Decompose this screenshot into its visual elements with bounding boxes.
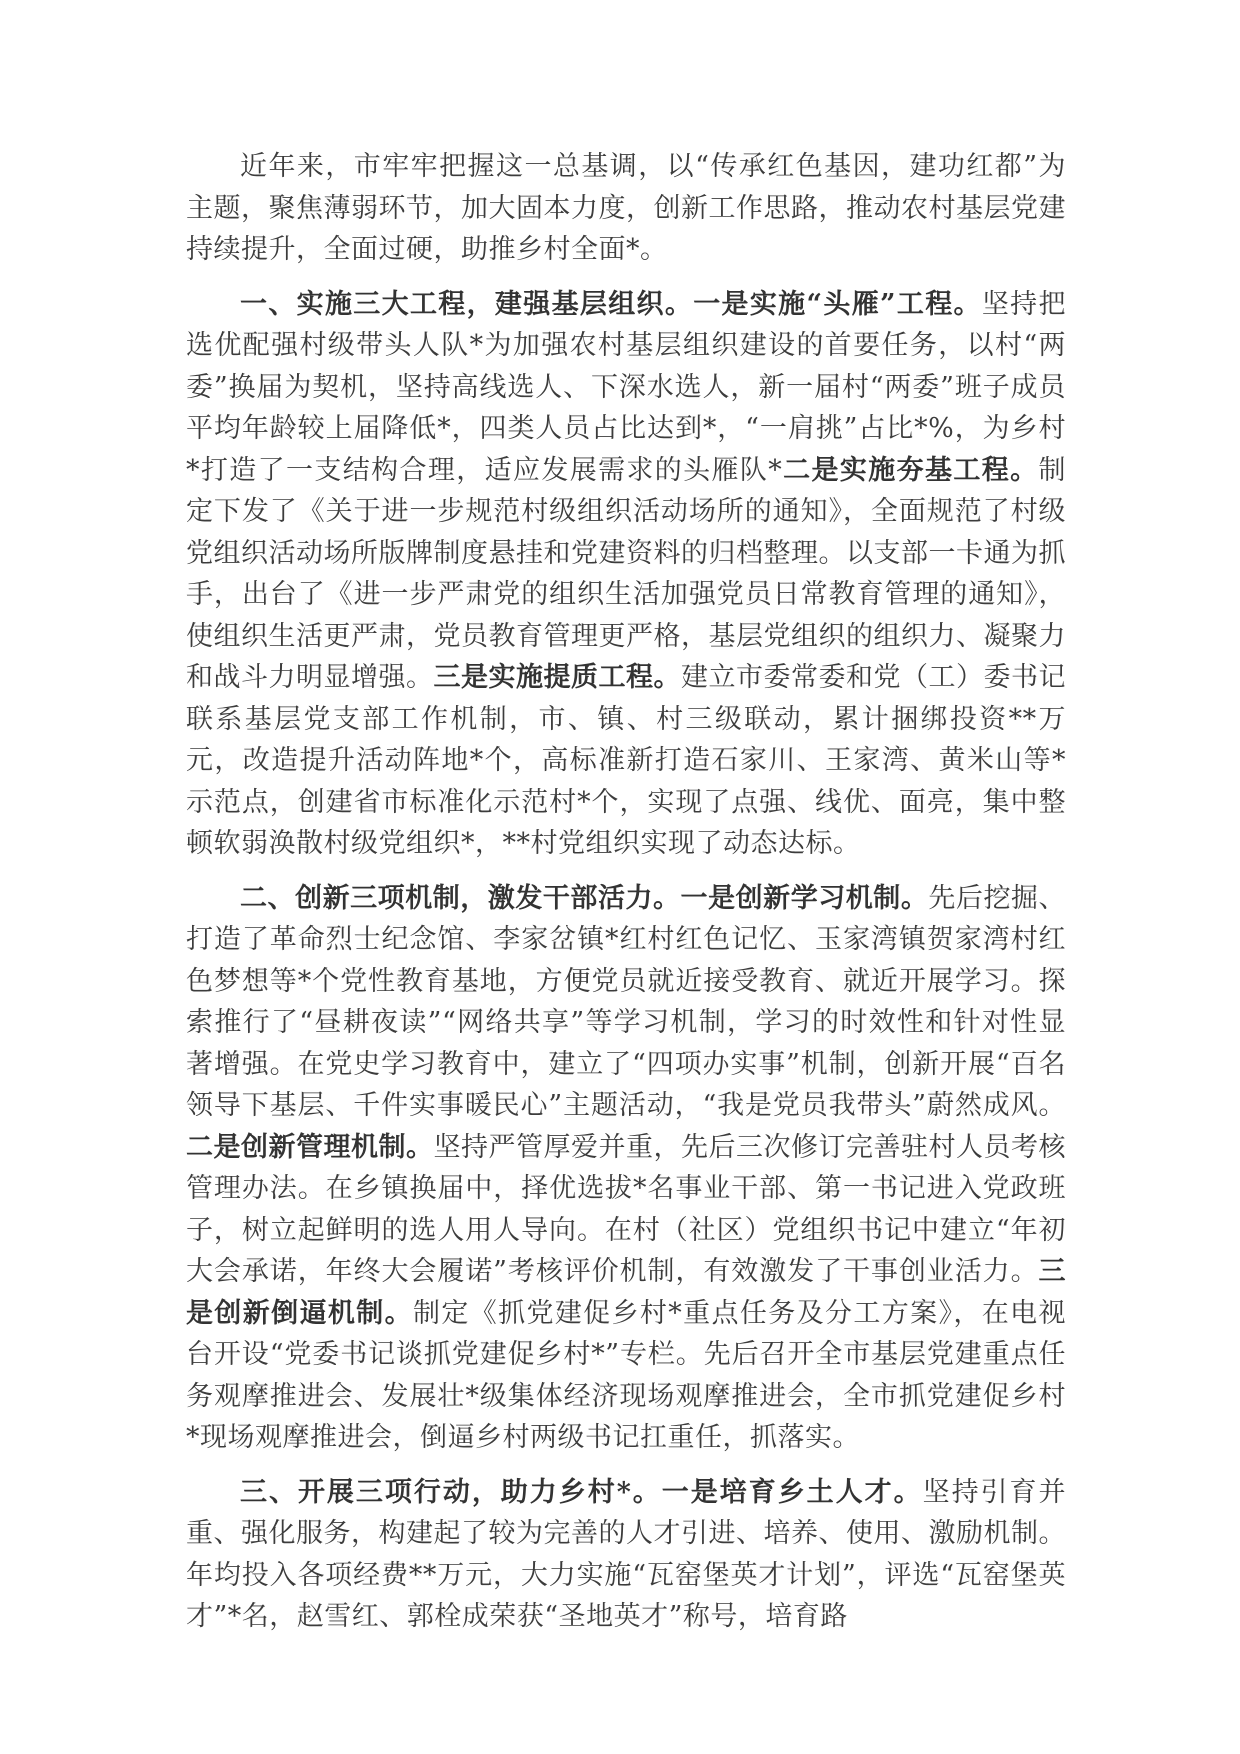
- section-2-heading: 二、创新三项机制，激发干部活力。一是创新学习机制。: [240, 882, 929, 914]
- section-2-text-1: 先后挖掘、打造了革命烈士纪念馆、李家岔镇*红村红色记忆、玉家湾镇贺家湾村红色梦想等*个党性教育基地，方便党员就近接受教育、就近开展学习。探索推行了“昼耕夜读”“网络共享”等学习机制，学习的时效性和针对性显著增强。在党史学习教育中，建立了“四项办实事”机制，创新开展“百名领导下基层、千件实事暖民心”主题活动，“我是党员我带头”蔚然成风。: [186, 882, 1067, 1121]
- intro-text: 近年来，市牢牢把握这一总基调，以“传承红色基因，建功红都”为主题，聚焦薄弱环节，加大固本力度，创新工作思路，推动农村基层党建持续提升，全面过硬，助推乡村全面*。: [186, 151, 1066, 265]
- section-1-text-3: 建立市委常委和党（工）委书记联系基层党支部工作机制，市、镇、村三级联动，累计捆绑投资**万元，改造提升活动阵地*个，高标准新打造石家川、王家湾、黄米山等*示范点，创建省市标准化示范村*个，实现了点强、线优、面亮，集中整顿软弱涣散村级党组织*，**村党组织实现了动态达标。: [186, 662, 1066, 859]
- section-1-text-1: 坚持把选优配强村级带头人队*为加强农村基层组织建设的首要任务，以村“两委”换届为契机，坚持高线选人、下深水选人，新一届村“两委”班子成员平均年龄较上届降低*，四类人员占比达到*，“一肩挑”占比*%，为乡村*打造了一支结构合理，适应发展需求的头雁队*: [186, 288, 1067, 486]
- section-1-heading: 一、实施三大工程，建强基层组织。一是实施“头雁”工程。: [240, 288, 982, 320]
- section-1-subheading-2: 二是实施夯基工程。: [782, 454, 1039, 486]
- section-2-text-2: 坚持严管厚爱并重，先后三次修订完善驻村人员考核管理办法。在乡镇换届中，择优选拔*名事业干部、第一书记进入党政班子，树立起鲜明的选人用人导向。在村（社区）党组织书记中建立“年初大会承诺，年终大会履诺”考核评价机制，有效激发了干事创业活力。: [186, 1131, 1066, 1287]
- section-1-text-2: 制定下发了《关于进一步规范村级组织活动场所的通知》，全面规范了村级党组织活动场所版牌制度悬挂和党建资料的归档整理。以支部一卡通为抓手，出台了《进一步严肃党的组织生活加强党员日常教育管理的通知》，使组织生活更严肃，党员教育管理更严格，基层党组织的组织力、凝聚力和战斗力明显增强。: [186, 454, 1067, 693]
- section-3-heading: 三、开展三项行动，助力乡村*。一是培育乡土人才。: [240, 1476, 923, 1508]
- document-body: [186, 146, 1066, 1651]
- section-2-text-3: 制定《抓党建促乡村*重点任务及分工方案》，在电视台开设“党委书记谈抓党建促乡村*”专栏。先后召开全市基层党建重点任务观摩推进会、发展壮*级集体经济现场观摩推进会，全市抓党建促乡村*现场观摩推进会，倒逼乡村两级书记扛重任，抓落实。: [186, 1297, 1067, 1453]
- paragraph-section-3: [186, 1472, 1066, 1638]
- paragraph-section-1: [186, 284, 1066, 865]
- section-2-subheading-2: 二是创新管理机制。: [186, 1131, 434, 1163]
- section-1-subheading-3: 三是实施提质工程。: [433, 662, 681, 693]
- section-2-subheading-3: 三是创新倒逼机制。: [186, 1256, 1066, 1329]
- paragraph-intro: [186, 146, 1066, 271]
- paragraph-section-2: [186, 878, 1066, 1459]
- section-3-text-1: 坚持引育并重、强化服务，构建起了较为完善的人才引进、培养、使用、激励机制。年均投入各项经费**万元，大力实施“瓦窑堡英才计划”，评选“瓦窑堡英才”*名，赵雪红、郭栓成荣获“圣地英才”称号，培育路: [186, 1476, 1067, 1632]
